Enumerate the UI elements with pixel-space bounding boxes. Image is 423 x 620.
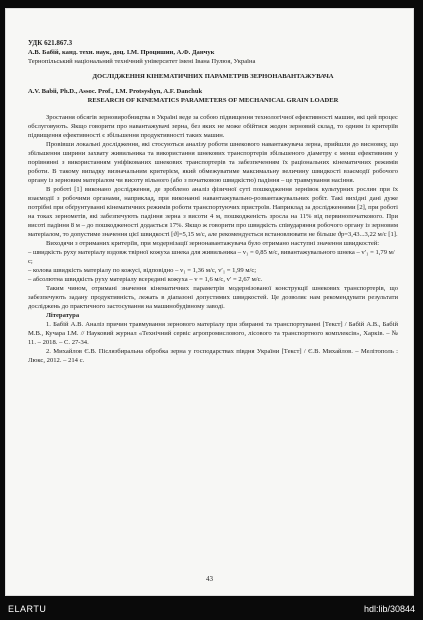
page-number: 43: [206, 575, 213, 583]
affiliation: Тернопільський національний технічний університет імені Івана Пулюя, Україна: [28, 58, 256, 65]
footer-repository-name: ELARTU: [8, 604, 47, 614]
paragraph-4: Виходячи з отриманих критеріїв, при модернізації зернонавантажувача було отримано наступні значення швидкостей:: [46, 240, 380, 247]
page-content: [28, 39, 398, 365]
reference-1: 1. Бабій А.В. Аналіз причин травмування зернового матеріалу при збиранні та транспортуванні [Текст] / Бабій А.В., Бабій М.В., Кучара І.М. // Науковий журнал «Технічний сервіс агропромислового, лісового та транспортного комплексів», Харків. – № 11. – 2018. – С. 27-34.: [28, 321, 398, 346]
list-item-velocity-3: – абсолютна швидкість руху матеріалу всередині кожуха – v = 1,6 м/с, v′ = 2,67 м/с.: [28, 276, 263, 283]
document-page: [5, 8, 414, 596]
paragraph-3: В роботі [1] виконано дослідження, де зроблено аналіз фізичної суті пошкодження зернівок культурних рослин при їх взаємодії з робочими органами, наприклад, при виконанні навантажувально-розвантажувальних робіт. Такі вихідні дані дуже потрібні при обґрунтуванні кінематичних режимів роботи транспортуючих пристроїв. Наприклад за дослідженнями [2], при роботі на токах зернометів, які забезпечують падіння зерна з висоти 4 м, пошкодженість зросла на 11% від первинопочаткового. При висоті падіння 8 м – до пошкодженості додається 17%. Якщо ж говорити про швидкість співударяння робочого органу із зерновим матеріалом, то допустиме значення цієї швидкості [ϑ]=5,15 м/с, але рекомендується встановлювати не більше ϑp=3,43...3,22 м/с [1].: [28, 186, 398, 238]
paragraph-2: Провівши локальні дослідження, які стосуються аналізу роботи шнекового навантажувача зерна, прийшли до висновку, що збільшення ширини захвату живильника та використання шнекових транспортерів збільшеного діаметру є менш ефективним у порівнянні з використанням уніфікованих шнекових транспортерів та забезпеченням їх раціональних кінематичних режимів роботи. В такому випадку визначальним критерієм, який обмежуватиме максимальну величину швидкості взаємодії робочого органу із зерновим матеріалом чи висоту вільного (або з початковою швидкістю) падіння – це травмування насіння.: [28, 141, 398, 184]
footer-handle: hdl:lib/30844: [363, 604, 415, 614]
reference-2: 2. Михайлов Є.В. Післязбиральна обробка зерна у господарствах півдня України [Текст] / Є.В. Михайлов. – Мелітополь : Люкс, 2012. – 214 с.: [28, 348, 398, 364]
references-heading: Література: [46, 312, 80, 319]
title-english: RESEARCH OF KINEMATICS PARAMETERS OF MECHANICAL GRAIN LOADER: [87, 97, 339, 104]
paragraph-1: Зростання обсягів зерновиробництва в Україні веде за собою підвищення технологічної ефективності машин, які цей процес обслуговують. Якщо говорити про навантажувачі зерна, без яких не може обійтися жоден зерновий склад, то одним із критеріїв підвищення ефективності є збільшення продуктивності таких машин.: [28, 114, 398, 139]
udk-code: УДК 621.867.3: [28, 39, 73, 47]
list-item-velocity-1: – швидкість руху матеріалу вздовж твірної кожуха шнека для живильника – v₁ = 0,85 м/с, вивантажувального шнека – v′₁ = 1,79 м/с;: [28, 249, 395, 265]
paragraph-5: Таким чином, отримані значення кінематичних параметрів модернізованої конструкції шнекових транспортерів, що забезпечують задану продуктивність, лежать в діапазоні допустимих швидкостей. Це дозволяє нам рекомендувати результати досліджень до практичного застосування на машинобудівному заводі.: [28, 285, 398, 310]
authors-english: A.V. Babii, Ph.D., Assoc. Prof., I.M. Protsyshyn, A.F. Danchuk: [28, 88, 203, 95]
title-ukrainian: ДОСЛІДЖЕННЯ КІНЕМАТИЧНИХ ПАРАМЕТРІВ ЗЕРНОНАВАНТАЖУВАЧА: [92, 73, 334, 80]
list-item-velocity-2: – колова швидкість матеріалу по кожусі, відповідно – v₁ = 1,36 м/с, v′₁ = 1,99 м/с;: [28, 267, 257, 274]
authors-ukrainian: А.В. Бабій, канд. техн. наук, доц. І.М. Процишин, А.Ф. Данчук: [28, 49, 215, 56]
